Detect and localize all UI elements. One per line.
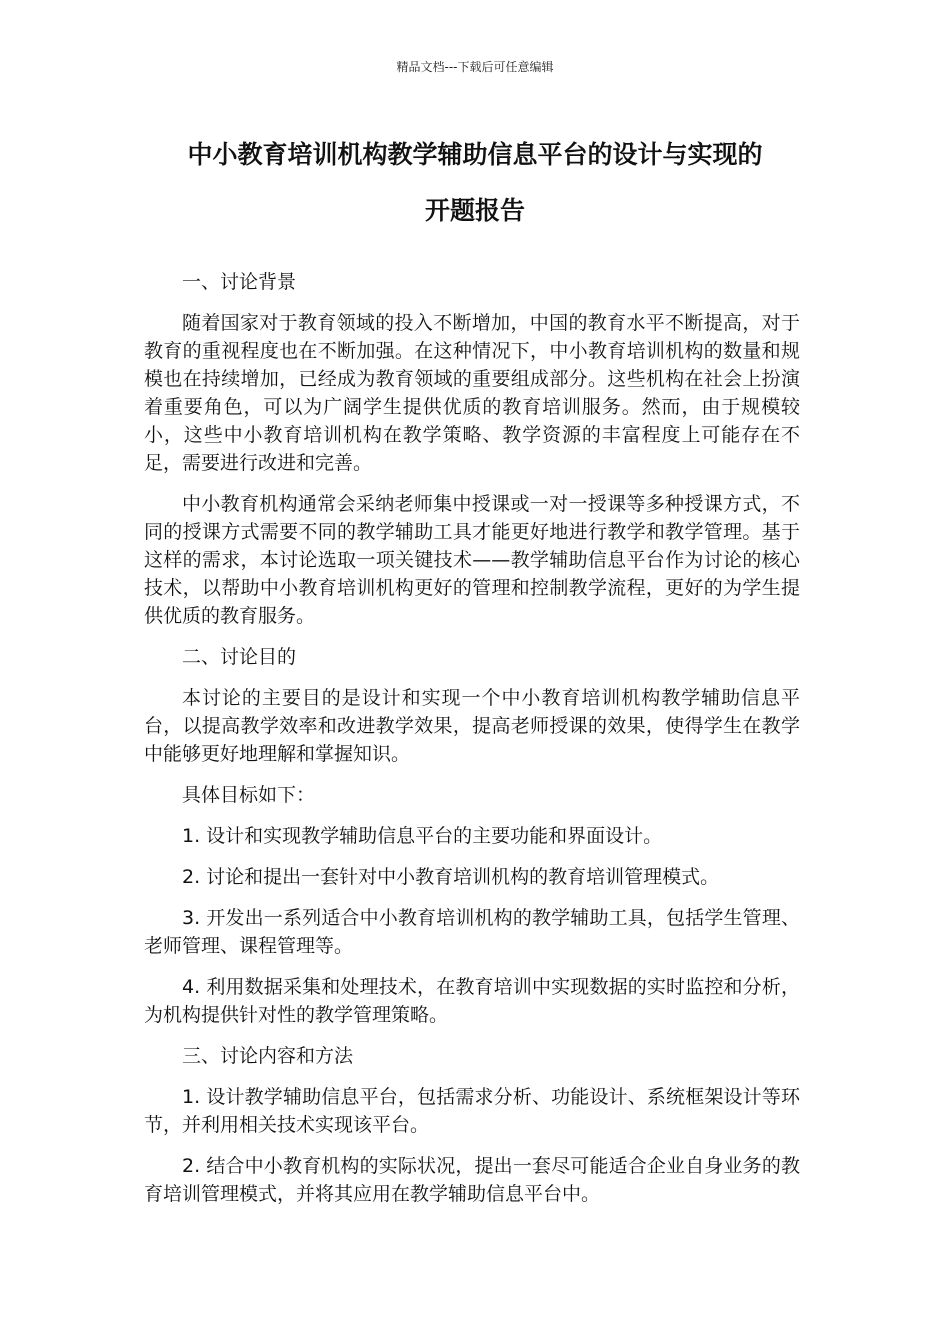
document-title-line-2: 开题报告: [424, 196, 525, 225]
goal-item-2: 2. 讨论和提出一套针对中小教育培训机构的教育培训管理模式。: [182, 866, 720, 888]
document-title-line-1: 中小教育培训机构教学辅助信息平台的设计与实现的: [187, 140, 763, 169]
paragraph-background-1: 随着国家对于教育领域的投入不断增加，中国的教育水平不断提高，对于教育的重视程度也在不断加强。在这种情况下，中小教育培训机构的数量和规模也在持续增加，已经成为教育领域的重要组成部分。这些机构在社会上扮演着重要角色，可以为广阔学生提供优质的教育培训服务。然而，由于规模较小，这些中小教育培训机构在教学策略、教学资源的丰富程度上可能存在不足，需要进行改进和完善。: [144, 312, 800, 474]
section-heading-background: 一、讨论背景: [182, 271, 297, 293]
goals-intro: 具体目标如下：: [182, 784, 316, 806]
goal-item-3: 3. 开发出一系列适合中小教育培训机构的教学辅助工具，包括学生管理、老师管理、课程管理等。: [144, 907, 800, 957]
method-item-2: 2. 结合中小教育机构的实际状况，提出一套尽可能适合企业自身业务的教育培训管理模式，并将其应用在教学辅助信息平台中。: [144, 1155, 800, 1205]
method-item-1: 1. 设计教学辅助信息平台，包括需求分析、功能设计、系统框架设计等环节，并利用相关技术实现该平台。: [144, 1086, 800, 1136]
section-heading-purpose: 二、讨论目的: [182, 646, 297, 668]
document-body: [144, 268, 800, 1221]
section-heading-methods: 三、讨论内容和方法: [182, 1045, 354, 1067]
paragraph-background-2: 中小教育机构通常会采纳老师集中授课或一对一授课等多种授课方式，不同的授课方式需要不同的教学辅助工具才能更好地进行教学和教学管理。基于这样的需求，本讨论选取一项关键技术——教学辅助信息平台作为讨论的核心技术，以帮助中小教育培训机构更好的管理和控制教学流程，更好的为学生提供优质的教育服务。: [144, 493, 800, 627]
goal-item-1: 1. 设计和实现教学辅助信息平台的主要功能和界面设计。: [182, 825, 663, 847]
header-note: 精品文档---下载后可任意编辑: [396, 60, 554, 74]
paragraph-purpose: 本讨论的主要目的是设计和实现一个中小教育培训机构教学辅助信息平台，以提高教学效率和改进教学效果，提高老师授课的效果，使得学生在教学中能够更好地理解和掌握知识。: [144, 687, 800, 765]
goal-item-4: 4. 利用数据采集和处理技术，在教育培训中实现数据的实时监控和分析，为机构提供针对性的教学管理策略。: [144, 976, 800, 1026]
